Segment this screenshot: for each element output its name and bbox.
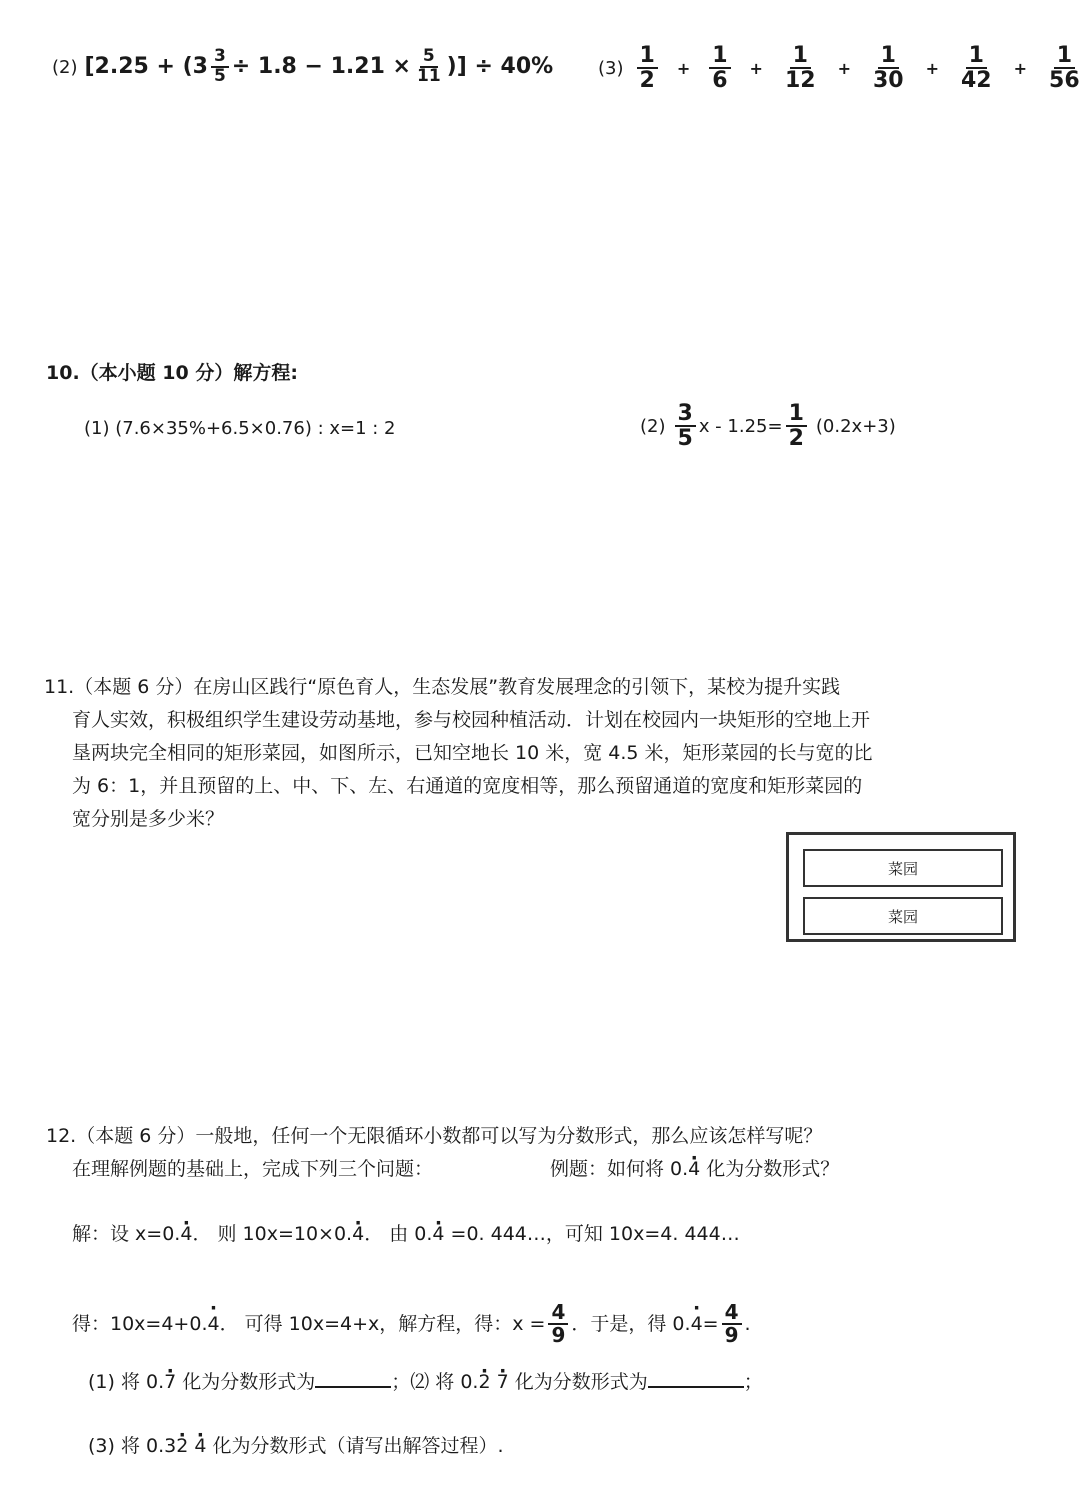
q11-line: 育人实效，积极组织学生建设劳动基地，参与校园种植活动．计划在校园内一块矩形的空地上开 (72, 709, 871, 731)
q10-part2-fraction: $\frac{1}{2}$ (786, 402, 807, 450)
q9-part3-fraction: $\frac{1}{42}$ (961, 43, 992, 94)
q10-part2-mid: x - 1.25= (698, 415, 783, 437)
q12-instruction: 在理解例题的基础上，完成下列三个问题： (72, 1158, 434, 1180)
q9-part2-suffix: )] ÷ 40% (446, 53, 554, 79)
q9-part3-fraction: $\frac{1}{12}$ (784, 43, 816, 94)
q10-part2-label: (2) (640, 415, 666, 437)
q9-part2-frac-den: 11 (417, 65, 441, 86)
q12-solution-line2: 得：10x=4+0. 4 · ． 可得 10x=4+x，解方程，得：x = $\frac{4}{9}$ ．于是，得 0. 4 · = $\frac{4}{9}$ . (72, 1302, 751, 1346)
answer-blank-2[interactable] (648, 1368, 744, 1388)
q11-line: 11.（本题 6 分）在房山区践行“原色育人，生态发展”教育发展理念的引领下，某校为提升实践 (44, 676, 841, 698)
q12-fraction: $\frac{4}{9}$ (548, 1302, 568, 1346)
answer-blank-1[interactable] (315, 1368, 391, 1388)
q9-part3-plus: + (676, 58, 691, 78)
q9-part3-plus: + (925, 58, 939, 78)
q9-part3-label: (3) (598, 57, 624, 79)
q12-fraction: $\frac{4}{9}$ (722, 1302, 742, 1346)
q9-part3-fraction: $\frac{1}{30}$ (872, 43, 904, 94)
q11-line: 垦两块完全相同的矩形菜园，如图所示，已知空地长 10 米，宽 4.5 米，矩形菜园的长与宽的比 (72, 742, 873, 764)
q12-solution-line1: 解：设 x=0.4 ·． 则 10x=10×0.4 ·． 由 0.4 · =0. 444…，可知 10x=4. 444… (72, 1218, 740, 1251)
q9-part2-mid: ÷ 1.8 − 1.21 × (231, 53, 411, 79)
q9-part3-fraction: $\frac{1}{6}$ (709, 44, 730, 92)
q11-line: 宽分别是多少米？ (72, 808, 225, 830)
q12-question3: (3) 将 0.32 · 4 · 化为分数形式（请写出解答过程）. (88, 1430, 504, 1463)
q9-part2-fraction (414, 48, 444, 86)
q9-part3-plus: + (749, 58, 763, 78)
q9-part3-fraction: $\frac{1}{2}$ (637, 44, 658, 92)
q9-part2-mixed-num: 3 (211, 48, 229, 68)
q9-part2-mixed-den: 5 (213, 65, 226, 86)
q9-part3-plus: + (837, 58, 851, 78)
q12-intro: 12.（本题 6 分）一般地，任何一个无限循环小数都可以写为分数形式，那么应该怎样写呢？ (46, 1125, 823, 1147)
q9-part2-frac-num: 5 (420, 48, 438, 68)
q10-part2-fraction: $\frac{3}{5}$ (675, 402, 696, 450)
q12-example: 例题：如何将 0.4 · 化为分数形式？ (550, 1153, 839, 1186)
q10-part2-suffix: (0.2x+3) (815, 415, 896, 437)
q9-part2-mixed-fraction (211, 48, 229, 86)
garden-plot: 菜园 (803, 897, 1003, 935)
q10-title: 10.（本小题 10 分）解方程: (46, 362, 298, 384)
q9-part2-label: (2) (52, 56, 78, 78)
q10-part2 (640, 402, 896, 450)
garden-plot: 菜园 (803, 849, 1003, 887)
q11-field-figure (786, 832, 1016, 942)
q9-part2-prefix: [2.25 + (3 (84, 53, 208, 79)
q9-part3-plus: + (1013, 58, 1028, 78)
q9-part3-fraction: $\frac{1}{56}$ (1049, 43, 1080, 94)
q9-part3 (598, 44, 1080, 92)
q10-part1: (1) (7.6×35%+6.5×0.76) : x=1 : 2 (84, 418, 396, 439)
q9-part2 (52, 48, 553, 86)
q12-question1-2: (1) 将 0.7 · 化为分数形式为 ；⑵ 将 0.2 · 7 · 化为分数形式为 ； (88, 1366, 763, 1399)
q11-line: 为 6：1，并且预留的上、中、下、左、右通道的宽度相等，那么预留通道的宽度和矩形菜园的 (72, 775, 863, 797)
